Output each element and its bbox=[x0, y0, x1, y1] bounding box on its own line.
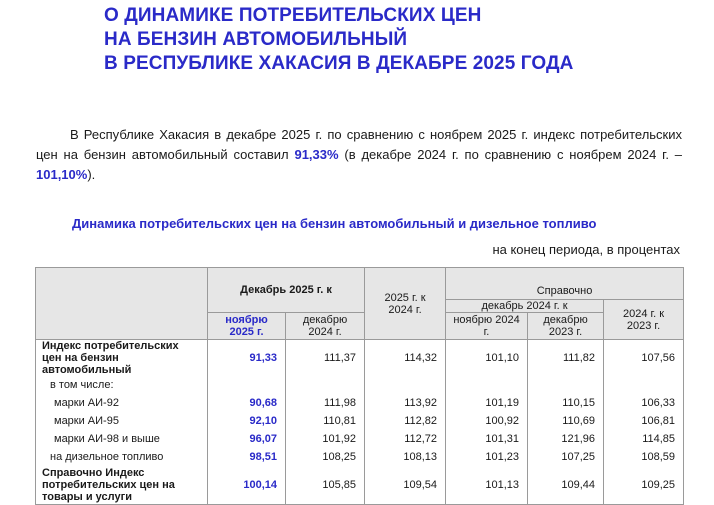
cell-nov2024: 101,23 bbox=[446, 448, 528, 466]
cell-dec2024: 110,81 bbox=[286, 412, 365, 430]
table-row bbox=[36, 466, 684, 504]
table-row bbox=[36, 430, 684, 448]
title-line-2: НА БЕНЗИН АВТОМОБИЛЬНЫЙ bbox=[104, 29, 408, 50]
title-line-3: В РЕСПУБЛИКЕ ХАКАСИЯ В ДЕКАБРЕ 2025 ГОДА bbox=[104, 53, 574, 74]
cell-dec2024: 111,37 bbox=[286, 340, 365, 377]
cell-year-2025: 114,32 bbox=[365, 340, 446, 377]
cell-nov2024: 101,19 bbox=[446, 394, 528, 412]
price-index-table bbox=[35, 267, 684, 505]
header-year-2024: 2024 г. к 2023 г. bbox=[604, 300, 684, 340]
intro-paragraph bbox=[36, 125, 682, 185]
row-label: марки АИ-95 bbox=[36, 412, 208, 430]
table-row bbox=[36, 376, 684, 394]
paragraph-text-after: ). bbox=[87, 167, 96, 182]
cell-year-2024: 106,81 bbox=[604, 412, 684, 430]
cell-nov2024 bbox=[446, 376, 528, 394]
row-label: марки АИ-92 bbox=[36, 394, 208, 412]
cell-year-2025 bbox=[365, 376, 446, 394]
paragraph-highlight-index-2025: 91,33% bbox=[294, 147, 339, 162]
row-label: Индекс потребительских цен на бензин автомобильный bbox=[36, 340, 208, 377]
row-label: в том числе: bbox=[36, 376, 208, 394]
table-units: на конец периода, в процентах bbox=[492, 242, 680, 257]
cell-nov2025: 98,51 bbox=[208, 448, 286, 466]
cell-year-2024: 108,59 bbox=[604, 448, 684, 466]
table-row bbox=[36, 340, 684, 377]
cell-nov2024: 101,31 bbox=[446, 430, 528, 448]
table-row bbox=[36, 394, 684, 412]
cell-nov2025: 90,68 bbox=[208, 394, 286, 412]
header-dec2023: декабрю 2023 г. bbox=[528, 313, 604, 340]
cell-year-2025: 112,82 bbox=[365, 412, 446, 430]
cell-nov2024: 101,13 bbox=[446, 466, 528, 504]
cell-year-2025: 108,13 bbox=[365, 448, 446, 466]
header-reference: Справочно bbox=[446, 268, 684, 300]
cell-dec2023: 110,15 bbox=[528, 394, 604, 412]
header-nov2024: ноябрю 2024 г. bbox=[446, 313, 528, 340]
cell-dec2024: 111,98 bbox=[286, 394, 365, 412]
cell-dec2023 bbox=[528, 376, 604, 394]
cell-dec2023: 121,96 bbox=[528, 430, 604, 448]
cell-dec2024: 105,85 bbox=[286, 466, 365, 504]
table-row bbox=[36, 412, 684, 430]
cell-nov2025 bbox=[208, 376, 286, 394]
cell-year-2024: 107,56 bbox=[604, 340, 684, 377]
cell-year-2024: 114,85 bbox=[604, 430, 684, 448]
cell-dec2024: 101,92 bbox=[286, 430, 365, 448]
header-year-2025: 2025 г. к 2024 г. bbox=[365, 268, 446, 340]
cell-year-2024 bbox=[604, 376, 684, 394]
row-label: на дизельное топливо bbox=[36, 448, 208, 466]
cell-dec2023: 111,82 bbox=[528, 340, 604, 377]
paragraph-text-before: В Республике Хакасия в декабре 2025 г. по сравнению с ноябрем 2025 г. индекс потребительских цен на бензин автомобильный составил bbox=[36, 127, 682, 162]
cell-dec2024 bbox=[286, 376, 365, 394]
paragraph-text-middle: (в декабре 2024 г. по сравнению с ноябрем 2024 г. – bbox=[338, 147, 682, 162]
cell-nov2024: 101,10 bbox=[446, 340, 528, 377]
cell-year-2024: 106,33 bbox=[604, 394, 684, 412]
header-dec2024-col: декабрю 2024 г. bbox=[286, 313, 365, 340]
row-label: марки АИ-98 и выше bbox=[36, 430, 208, 448]
header-nov2025: ноябрю 2025 г. bbox=[208, 313, 286, 340]
title-line-1: О ДИНАМИКЕ ПОТРЕБИТЕЛЬСКИХ ЦЕН bbox=[104, 5, 482, 26]
table-row bbox=[36, 448, 684, 466]
table-title: Динамика потребительских цен на бензин автомобильный и дизельное топливо bbox=[72, 216, 597, 231]
header-dec2024-group: декабрь 2024 г. к bbox=[446, 300, 604, 313]
cell-nov2025: 100,14 bbox=[208, 466, 286, 504]
cell-nov2025: 96,07 bbox=[208, 430, 286, 448]
cell-dec2023: 109,44 bbox=[528, 466, 604, 504]
cell-dec2023: 110,69 bbox=[528, 412, 604, 430]
header-empty-cell bbox=[36, 268, 208, 340]
paragraph-highlight-index-2024: 101,10% bbox=[36, 167, 88, 182]
cell-year-2025: 112,72 bbox=[365, 430, 446, 448]
cell-nov2025: 91,33 bbox=[208, 340, 286, 377]
header-dec2025: Декабрь 2025 г. к bbox=[208, 268, 365, 313]
cell-year-2025: 113,92 bbox=[365, 394, 446, 412]
cell-dec2023: 107,25 bbox=[528, 448, 604, 466]
cell-year-2024: 109,25 bbox=[604, 466, 684, 504]
row-label: Справочно Индекс потребительских цен на товары и услуги bbox=[36, 466, 208, 504]
cell-dec2024: 108,25 bbox=[286, 448, 365, 466]
cell-nov2024: 100,92 bbox=[446, 412, 528, 430]
cell-nov2025: 92,10 bbox=[208, 412, 286, 430]
cell-year-2025: 109,54 bbox=[365, 466, 446, 504]
page-title bbox=[104, 4, 704, 76]
